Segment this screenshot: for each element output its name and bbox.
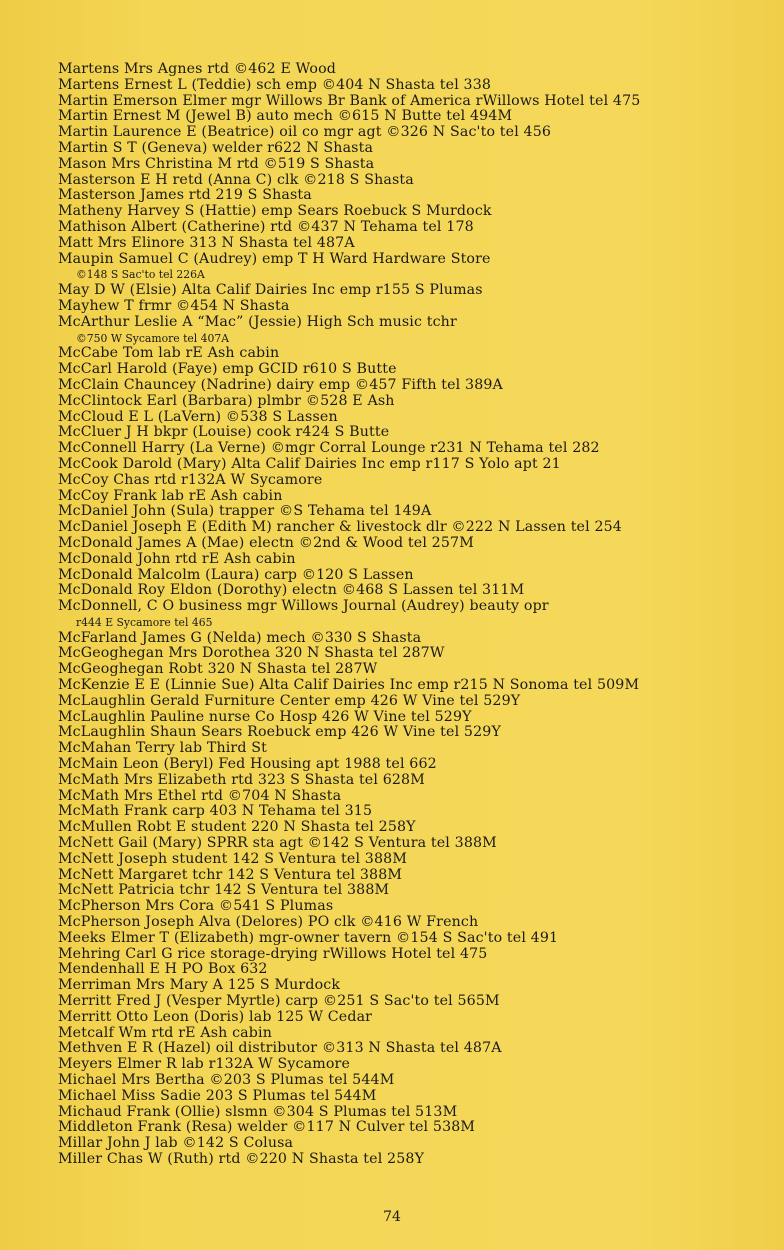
directory-entry: Martens Ernest L (Teddie) sch emp ©404 N Shasta tel 338 [58, 76, 492, 93]
directory-entry: McCoy Chas rtd r132A W Sycamore [58, 471, 323, 488]
directory-entry: Meeks Elmer T (Elizabeth) mgr-owner tavern ©154 S Sac'to tel 491 [58, 929, 559, 946]
directory-entry: Mason Mrs Christina M rtd ©519 S Shasta [58, 155, 375, 172]
directory-entry: Mehring Carl G rice storage-drying rWillows Hotel tel 475 [58, 945, 488, 962]
page-number: 74 [383, 1209, 401, 1225]
directory-entry: McCluer J H bkpr (Louise) cook r424 S Butte [58, 424, 390, 441]
directory-entry: McLaughlin Shaun Sears Roebuck emp 426 W Vine tel 529Y [58, 724, 501, 741]
directory-entry: McMahan Terry lab Third St [58, 740, 267, 757]
directory-entry: McFarland James G (Nelda) mech ©330 S Shasta [58, 629, 422, 646]
directory-entry: Michaud Frank (Ollie) slsmn ©304 S Plumas tel 513M [58, 1103, 458, 1120]
directory-entry: Matheny Harvey S (Hattie) emp Sears Roebuck S Murdock [58, 203, 492, 220]
directory-entry: McCloud E L (LaVern) ©538 S Lassen [58, 408, 338, 425]
directory-entry: McDonald Malcolm (Laura) carp ©120 S Lassen [58, 566, 414, 583]
directory-entry: McKenzie E E (Linnie Sue) Alta Calif Dairies Inc emp r215 N Sonoma tel 509M [58, 677, 640, 694]
directory-entry: McMath Mrs Elizabeth rtd 323 S Shasta tel 628M [58, 771, 425, 788]
directory-entry: McLaughlin Pauline nurse Co Hosp 426 W Vine tel 529Y [58, 708, 472, 725]
directory-entry: Methven E R (Hazel) oil distributor ©313 N Shasta tel 487A [58, 1040, 502, 1057]
directory-entry: McNett Gail (Mary) SPRR sta agt ©142 S Ventura tel 388M [58, 835, 497, 852]
directory-entry: McCabe Tom lab rE Ash cabin [58, 345, 280, 362]
directory-entry: Miller Chas W (Ruth) rtd ©220 N Shasta tel 258Y [58, 1150, 425, 1167]
directory-entry: Metcalf Wm rtd rE Ash cabin [58, 1024, 272, 1041]
directory-entry: McMath Mrs Ethel rtd ©704 N Shasta [58, 787, 342, 804]
directory-entry: Michael Miss Sadie 203 S Plumas tel 544M [58, 1087, 377, 1104]
directory-entry: McDaniel Joseph E (Edith M) rancher & livestock dlr ©222 N Lassen tel 254 [58, 519, 622, 536]
directory-entry: McNett Patricia tchr 142 S Ventura tel 388M [58, 882, 390, 899]
directory-entry: McDonald James A (Mae) electn ©2nd & Wood tel 257M [58, 534, 474, 551]
directory-entry: May D W (Elsie) Alta Calif Dairies Inc emp r155 S Plumas [58, 282, 483, 299]
directory-entry: Merritt Fred J (Vesper Myrtle) carp ©251 S Sac'to tel 565M [58, 993, 500, 1010]
directory-entry: McMain Leon (Beryl) Fed Housing apt 1988 tel 662 [58, 756, 437, 773]
directory-entry: Martens Mrs Agnes rtd ©462 E Wood [58, 61, 336, 77]
directory-entry: McLaughlin Gerald Furniture Center emp 426 W Vine tel 529Y [58, 692, 521, 709]
directory-entry: Meyers Elmer R lab r132A W Sycamore [58, 1056, 350, 1073]
directory-entry: Mendenhall E H PO Box 632 [58, 961, 268, 978]
directory-entry: McCarl Harold (Faye) emp GCID r610 S Butte [58, 361, 397, 378]
directory-entry: Millar John J lab ©142 S Colusa [58, 1135, 294, 1152]
directory-entry: Martin Emerson Elmer mgr Willows Br Bank of America rWillows Hotel tel 475 [58, 92, 641, 109]
directory-entry-continuation: ©750 W Sycamore tel 407A [76, 331, 230, 345]
directory-entry: McMullen Robt E student 220 N Shasta tel 258Y [58, 819, 416, 836]
directory-entry: Martin Laurence E (Beatrice) oil co mgr agt ©326 N Sac'to tel 456 [58, 124, 552, 141]
directory-entry-continuation: ©148 S Sac'to tel 226A [76, 268, 205, 282]
directory-entry: McGeoghegan Mrs Dorothea 320 N Shasta tel 287W [58, 645, 445, 662]
directory-entry: Masterson E H retd (Anna C) clk ©218 S Shasta [58, 171, 414, 188]
directory-entry: Martin Ernest M (Jewel B) auto mech ©615 N Butte tel 494M [58, 108, 513, 125]
directory-entry: McNett Margaret tchr 142 S Ventura tel 388M [58, 866, 403, 883]
directory-entry: Mayhew T frmr ©454 N Shasta [58, 297, 290, 314]
directory-entry: McConnell Harry (La Verne) ©mgr Corral Lounge r231 N Tehama tel 282 [58, 440, 600, 457]
directory-entry: McPherson Mrs Cora ©541 S Plumas [58, 898, 334, 915]
directory-entry: Mathison Albert (Catherine) rtd ©437 N Tehama tel 178 [58, 218, 474, 235]
directory-entry: McDonald John rtd rE Ash cabin [58, 550, 296, 567]
directory-entry: McPherson Joseph Alva (Delores) PO clk ©416 W French [58, 914, 479, 931]
directory-entry: Maupin Samuel C (Audrey) emp T H Ward Hardware Store [58, 250, 491, 267]
directory-entry: Matt Mrs Elinore 313 N Shasta tel 487A [58, 234, 355, 251]
directory-entry: McNett Joseph student 142 S Ventura tel 388M [58, 850, 408, 867]
directory-entry: McCook Darold (Mary) Alta Calif Dairies Inc emp r117 S Yolo apt 21 [58, 455, 561, 472]
directory-entry: Merritt Otto Leon (Doris) lab 125 W Cedar [58, 1008, 373, 1025]
directory-listing [58, 62, 770, 1168]
directory-entry: Middleton Frank (Resa) welder ©117 N Culver tel 538M [58, 1119, 476, 1136]
directory-entry: McGeoghegan Robt 320 N Shasta tel 287W [58, 661, 378, 678]
directory-entry: Martin S T (Geneva) welder r622 N Shasta [58, 139, 374, 156]
directory-entry: McArthur Leslie A “Mac” (Jessie) High Sch music tchr [58, 313, 457, 330]
directory-entry: McDonnell, C O business mgr Willows Journal (Audrey) beauty opr [58, 598, 549, 615]
directory-entry-continuation: r444 E Sycamore tel 465 [76, 615, 213, 629]
directory-entry: McDaniel John (Sula) trapper ©S Tehama tel 149A [58, 503, 432, 520]
directory-entry: McClain Chauncey (Nadrine) dairy emp ©457 Fifth tel 389A [58, 376, 503, 393]
directory-entry: Merriman Mrs Mary A 125 S Murdock [58, 977, 341, 994]
directory-entry: McClintock Earl (Barbara) plmbr ©528 E Ash [58, 392, 395, 409]
directory-entry: Masterson James rtd 219 S Shasta [58, 187, 312, 204]
directory-entry: McCoy Frank lab rE Ash cabin [58, 487, 283, 504]
directory-entry: McMath Frank carp 403 N Tehama tel 315 [58, 803, 373, 820]
directory-entry: McDonald Roy Eldon (Dorothy) electn ©468 S Lassen tel 311M [58, 582, 525, 599]
directory-entry: Michael Mrs Bertha ©203 S Plumas tel 544M [58, 1072, 395, 1088]
